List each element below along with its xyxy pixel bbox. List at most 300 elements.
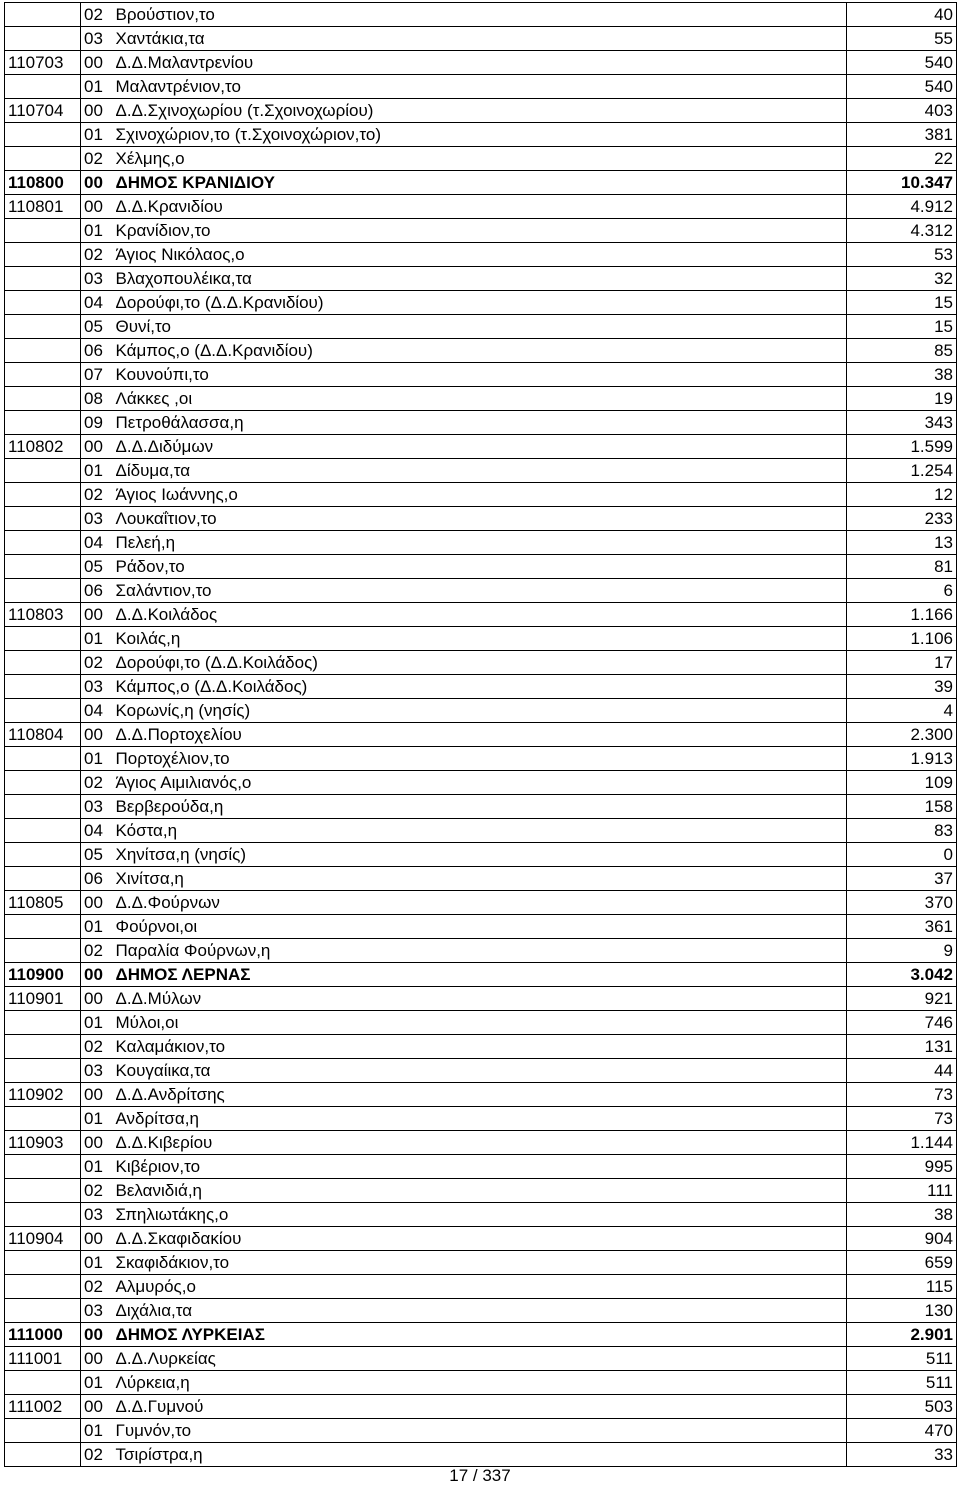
table-row (5, 195, 957, 219)
table-row (5, 627, 957, 651)
sub-code-cell: 00 (81, 987, 113, 1011)
area-code-cell (5, 651, 81, 675)
sub-code-cell: 01 (81, 1011, 113, 1035)
area-code-cell (5, 1299, 81, 1323)
area-code-cell (5, 579, 81, 603)
sub-code-cell: 06 (81, 339, 113, 363)
population-cell: 115 (847, 1275, 957, 1299)
population-cell: 361 (847, 915, 957, 939)
table-row (5, 1299, 957, 1323)
table-row (5, 1323, 957, 1347)
population-cell: 15 (847, 315, 957, 339)
area-code-cell (5, 1107, 81, 1131)
table-row (5, 507, 957, 531)
table-row (5, 99, 957, 123)
area-code-cell (5, 1179, 81, 1203)
sub-code-cell: 02 (81, 1035, 113, 1059)
area-code-cell (5, 699, 81, 723)
area-code-cell: 111001 (5, 1347, 81, 1371)
place-name-cell: Λύρκεια,η (113, 1371, 847, 1395)
table-row (5, 1227, 957, 1251)
place-name-cell: Δ.Δ.Σκαφιδακίου (113, 1227, 847, 1251)
sub-code-cell: 02 (81, 651, 113, 675)
area-code-cell (5, 1035, 81, 1059)
area-code-cell: 110801 (5, 195, 81, 219)
sub-code-cell: 03 (81, 1299, 113, 1323)
sub-code-cell: 06 (81, 579, 113, 603)
population-cell: 0 (847, 843, 957, 867)
place-name-cell: Δ.Δ.Μύλων (113, 987, 847, 1011)
sub-code-cell: 00 (81, 1227, 113, 1251)
sub-code-cell: 03 (81, 267, 113, 291)
table-row (5, 1443, 957, 1467)
place-name-cell: Κουγαίικα,τα (113, 1059, 847, 1083)
population-cell: 343 (847, 411, 957, 435)
table-row (5, 1347, 957, 1371)
population-cell: 2.300 (847, 723, 957, 747)
area-code-cell (5, 315, 81, 339)
population-cell: 81 (847, 555, 957, 579)
table-row (5, 339, 957, 363)
table-row (5, 27, 957, 51)
place-name-cell: Μύλοι,οι (113, 1011, 847, 1035)
sub-code-cell: 02 (81, 1179, 113, 1203)
area-code-cell: 110800 (5, 171, 81, 195)
area-code-cell (5, 483, 81, 507)
table-row (5, 1371, 957, 1395)
sub-code-cell: 01 (81, 1419, 113, 1443)
census-table (4, 2, 957, 1467)
area-code-cell: 111000 (5, 1323, 81, 1347)
sub-code-cell: 00 (81, 51, 113, 75)
table-row (5, 1419, 957, 1443)
area-code-cell (5, 1443, 81, 1467)
place-name-cell: Δορούφι,το (Δ.Δ.Κρανιδίου) (113, 291, 847, 315)
place-name-cell: Σκαφιδάκιον,το (113, 1251, 847, 1275)
area-code-cell: 110900 (5, 963, 81, 987)
table-row (5, 3, 957, 27)
population-cell: 12 (847, 483, 957, 507)
place-name-cell: Δ.Δ.Ανδρίτσης (113, 1083, 847, 1107)
population-cell: 85 (847, 339, 957, 363)
area-code-cell (5, 147, 81, 171)
area-code-cell (5, 1371, 81, 1395)
place-name-cell: Δ.Δ.Φούρνων (113, 891, 847, 915)
area-code-cell (5, 1203, 81, 1227)
place-name-cell: Δορούφι,το (Δ.Δ.Κοιλάδος) (113, 651, 847, 675)
table-row (5, 579, 957, 603)
population-cell: 233 (847, 507, 957, 531)
area-code-cell: 111002 (5, 1395, 81, 1419)
area-code-cell: 110802 (5, 435, 81, 459)
area-code-cell (5, 3, 81, 27)
sub-code-cell: 00 (81, 1347, 113, 1371)
place-name-cell: Δ.Δ.Σχινοχωρίου (τ.Σχοινοχωρίου) (113, 99, 847, 123)
area-code-cell (5, 219, 81, 243)
sub-code-cell: 01 (81, 219, 113, 243)
sub-code-cell: 05 (81, 315, 113, 339)
sub-code-cell: 02 (81, 147, 113, 171)
area-code-cell: 110803 (5, 603, 81, 627)
place-name-cell: Αλμυρός,ο (113, 1275, 847, 1299)
place-name-cell: Βελανιδιά,η (113, 1179, 847, 1203)
table-row (5, 795, 957, 819)
population-cell: 381 (847, 123, 957, 147)
place-name-cell: Δίδυμα,τα (113, 459, 847, 483)
table-row (5, 699, 957, 723)
table-row (5, 915, 957, 939)
area-code-cell (5, 1059, 81, 1083)
area-code-cell (5, 123, 81, 147)
place-name-cell: Θυνί,το (113, 315, 847, 339)
place-name-cell: Δ.Δ.Κιβερίου (113, 1131, 847, 1155)
place-name-cell: Κοιλάς,η (113, 627, 847, 651)
table-row (5, 1395, 957, 1419)
place-name-cell: Δ.Δ.Λυρκείας (113, 1347, 847, 1371)
place-name-cell: Παραλία Φούρνων,η (113, 939, 847, 963)
table-row (5, 243, 957, 267)
place-name-cell: Βλαχοπουλέικα,τα (113, 267, 847, 291)
sub-code-cell: 00 (81, 1395, 113, 1419)
table-row (5, 651, 957, 675)
population-cell: 109 (847, 771, 957, 795)
population-cell: 4.312 (847, 219, 957, 243)
area-code-cell (5, 939, 81, 963)
population-cell: 158 (847, 795, 957, 819)
place-name-cell: Κορωνίς,η (νησίς) (113, 699, 847, 723)
area-code-cell: 110804 (5, 723, 81, 747)
table-row (5, 867, 957, 891)
sub-code-cell: 04 (81, 291, 113, 315)
place-name-cell: Γυμνόν,το (113, 1419, 847, 1443)
area-code-cell: 110805 (5, 891, 81, 915)
table-row (5, 1203, 957, 1227)
table-row (5, 747, 957, 771)
population-cell: 1.144 (847, 1131, 957, 1155)
area-code-cell (5, 675, 81, 699)
sub-code-cell: 00 (81, 1323, 113, 1347)
sub-code-cell: 01 (81, 75, 113, 99)
sub-code-cell: 01 (81, 1155, 113, 1179)
sub-code-cell: 05 (81, 555, 113, 579)
population-cell: 55 (847, 27, 957, 51)
sub-code-cell: 00 (81, 963, 113, 987)
area-code-cell (5, 795, 81, 819)
table-row (5, 963, 957, 987)
sub-code-cell: 00 (81, 891, 113, 915)
place-name-cell: Κιβέριον,το (113, 1155, 847, 1179)
population-cell: 40 (847, 3, 957, 27)
area-code-cell (5, 291, 81, 315)
sub-code-cell: 04 (81, 819, 113, 843)
population-cell: 38 (847, 363, 957, 387)
population-cell: 6 (847, 579, 957, 603)
area-code-cell (5, 531, 81, 555)
place-name-cell: Δ.Δ.Διδύμων (113, 435, 847, 459)
population-cell: 1.106 (847, 627, 957, 651)
table-row (5, 1011, 957, 1035)
place-name-cell: Χινίτσα,η (113, 867, 847, 891)
area-code-cell (5, 1275, 81, 1299)
population-cell: 83 (847, 819, 957, 843)
area-code-cell (5, 1011, 81, 1035)
area-code-cell: 110904 (5, 1227, 81, 1251)
population-cell: 1.913 (847, 747, 957, 771)
area-code-cell (5, 507, 81, 531)
place-name-cell: Άγιος Αιμιλιανός,ο (113, 771, 847, 795)
table-row (5, 843, 957, 867)
place-name-cell: Κουνούπι,το (113, 363, 847, 387)
population-cell: 904 (847, 1227, 957, 1251)
place-name-cell: ΔΗΜΟΣ ΛΥΡΚΕΙΑΣ (113, 1323, 847, 1347)
population-cell: 995 (847, 1155, 957, 1179)
sub-code-cell: 00 (81, 603, 113, 627)
place-name-cell: Σπηλιωτάκης,ο (113, 1203, 847, 1227)
sub-code-cell: 02 (81, 771, 113, 795)
place-name-cell: Φούρνοι,οι (113, 915, 847, 939)
sub-code-cell: 01 (81, 915, 113, 939)
table-row (5, 1107, 957, 1131)
area-code-cell (5, 267, 81, 291)
area-code-cell (5, 1155, 81, 1179)
sub-code-cell: 01 (81, 459, 113, 483)
table-row (5, 219, 957, 243)
place-name-cell: Ράδον,το (113, 555, 847, 579)
population-cell: 370 (847, 891, 957, 915)
place-name-cell: Δ.Δ.Μαλαντρενίου (113, 51, 847, 75)
place-name-cell: Άγιος Νικόλαος,ο (113, 243, 847, 267)
census-table-body (5, 3, 957, 1467)
place-name-cell: Πορτοχέλιον,το (113, 747, 847, 771)
sub-code-cell: 02 (81, 1275, 113, 1299)
sub-code-cell: 03 (81, 795, 113, 819)
page-number: 17 / 337 (449, 1466, 511, 1485)
table-row (5, 411, 957, 435)
area-code-cell (5, 459, 81, 483)
area-code-cell (5, 387, 81, 411)
population-cell: 1.166 (847, 603, 957, 627)
place-name-cell: Διχάλια,τα (113, 1299, 847, 1323)
population-cell: 511 (847, 1371, 957, 1395)
sub-code-cell: 09 (81, 411, 113, 435)
sub-code-cell: 01 (81, 747, 113, 771)
table-row (5, 1179, 957, 1203)
table-row (5, 171, 957, 195)
place-name-cell: Κόστα,η (113, 819, 847, 843)
place-name-cell: Δ.Δ.Κρανιδίου (113, 195, 847, 219)
place-name-cell: Καλαμάκιον,το (113, 1035, 847, 1059)
place-name-cell: Χέλμης,ο (113, 147, 847, 171)
sub-code-cell: 02 (81, 1443, 113, 1467)
area-code-cell: 110901 (5, 987, 81, 1011)
population-cell: 4 (847, 699, 957, 723)
place-name-cell: ΔΗΜΟΣ ΛΕΡΝΑΣ (113, 963, 847, 987)
population-cell: 15 (847, 291, 957, 315)
population-cell: 540 (847, 51, 957, 75)
area-code-cell: 110703 (5, 51, 81, 75)
population-cell: 53 (847, 243, 957, 267)
population-cell: 2.901 (847, 1323, 957, 1347)
population-cell: 659 (847, 1251, 957, 1275)
population-cell: 111 (847, 1179, 957, 1203)
place-name-cell: Χαντάκια,τα (113, 27, 847, 51)
table-row (5, 531, 957, 555)
population-cell: 73 (847, 1107, 957, 1131)
sub-code-cell: 08 (81, 387, 113, 411)
table-row (5, 363, 957, 387)
place-name-cell: Σχινοχώριον,το (τ.Σχοινοχώριον,το) (113, 123, 847, 147)
table-row (5, 1155, 957, 1179)
population-cell: 44 (847, 1059, 957, 1083)
place-name-cell: Ανδρίτσα,η (113, 1107, 847, 1131)
place-name-cell: Βρούστιον,το (113, 3, 847, 27)
sub-code-cell: 02 (81, 483, 113, 507)
area-code-cell (5, 627, 81, 651)
table-row (5, 555, 957, 579)
place-name-cell: Μαλαντρένιον,το (113, 75, 847, 99)
sub-code-cell: 07 (81, 363, 113, 387)
sub-code-cell: 00 (81, 723, 113, 747)
area-code-cell (5, 339, 81, 363)
table-row (5, 1275, 957, 1299)
table-row (5, 987, 957, 1011)
population-cell: 1.254 (847, 459, 957, 483)
population-cell: 22 (847, 147, 957, 171)
population-cell: 130 (847, 1299, 957, 1323)
population-cell: 33 (847, 1443, 957, 1467)
area-code-cell (5, 27, 81, 51)
sub-code-cell: 00 (81, 1131, 113, 1155)
sub-code-cell: 01 (81, 1107, 113, 1131)
sub-code-cell: 01 (81, 627, 113, 651)
population-cell: 19 (847, 387, 957, 411)
area-code-cell (5, 771, 81, 795)
table-row (5, 315, 957, 339)
place-name-cell: Δ.Δ.Γυμνού (113, 1395, 847, 1419)
table-row (5, 1131, 957, 1155)
population-cell: 38 (847, 1203, 957, 1227)
population-cell: 540 (847, 75, 957, 99)
place-name-cell: Σαλάντιον,το (113, 579, 847, 603)
table-row (5, 483, 957, 507)
population-cell: 17 (847, 651, 957, 675)
population-cell: 1.599 (847, 435, 957, 459)
population-cell: 511 (847, 1347, 957, 1371)
population-cell: 921 (847, 987, 957, 1011)
sub-code-cell: 00 (81, 171, 113, 195)
sub-code-cell: 04 (81, 699, 113, 723)
area-code-cell (5, 867, 81, 891)
area-code-cell (5, 1251, 81, 1275)
table-row (5, 147, 957, 171)
population-cell: 403 (847, 99, 957, 123)
sub-code-cell: 01 (81, 1371, 113, 1395)
sub-code-cell: 00 (81, 195, 113, 219)
population-cell: 39 (847, 675, 957, 699)
table-row (5, 771, 957, 795)
population-cell: 9 (847, 939, 957, 963)
table-row (5, 291, 957, 315)
place-name-cell: Κάμπος,ο (Δ.Δ.Κοιλάδος) (113, 675, 847, 699)
place-name-cell: Άγιος Ιωάννης,ο (113, 483, 847, 507)
place-name-cell: Κρανίδιον,το (113, 219, 847, 243)
table-row (5, 435, 957, 459)
table-row (5, 1083, 957, 1107)
table-row (5, 939, 957, 963)
table-row (5, 75, 957, 99)
sub-code-cell: 03 (81, 675, 113, 699)
population-cell: 37 (847, 867, 957, 891)
area-code-cell (5, 819, 81, 843)
sub-code-cell: 01 (81, 123, 113, 147)
sub-code-cell: 05 (81, 843, 113, 867)
population-cell: 32 (847, 267, 957, 291)
sub-code-cell: 00 (81, 1083, 113, 1107)
place-name-cell: Πετροθάλασσα,η (113, 411, 847, 435)
table-row (5, 459, 957, 483)
place-name-cell: Λουκαΐτιον,το (113, 507, 847, 531)
area-code-cell: 110902 (5, 1083, 81, 1107)
sub-code-cell: 03 (81, 1059, 113, 1083)
population-cell: 131 (847, 1035, 957, 1059)
population-cell: 73 (847, 1083, 957, 1107)
place-name-cell: Δ.Δ.Πορτοχελίου (113, 723, 847, 747)
table-row (5, 603, 957, 627)
sub-code-cell: 02 (81, 939, 113, 963)
table-row (5, 123, 957, 147)
table-row (5, 1059, 957, 1083)
sub-code-cell: 04 (81, 531, 113, 555)
table-row (5, 1251, 957, 1275)
population-cell: 746 (847, 1011, 957, 1035)
table-row (5, 819, 957, 843)
sub-code-cell: 01 (81, 1251, 113, 1275)
table-row (5, 891, 957, 915)
table-row (5, 387, 957, 411)
population-cell: 4.912 (847, 195, 957, 219)
area-code-cell (5, 555, 81, 579)
area-code-cell (5, 1419, 81, 1443)
area-code-cell (5, 843, 81, 867)
population-cell: 470 (847, 1419, 957, 1443)
table-row (5, 675, 957, 699)
sub-code-cell: 00 (81, 435, 113, 459)
area-code-cell (5, 243, 81, 267)
area-code-cell: 110704 (5, 99, 81, 123)
table-row (5, 267, 957, 291)
area-code-cell (5, 75, 81, 99)
population-cell: 3.042 (847, 963, 957, 987)
sub-code-cell: 02 (81, 3, 113, 27)
sub-code-cell: 02 (81, 243, 113, 267)
place-name-cell: Πελεή,η (113, 531, 847, 555)
area-code-cell (5, 411, 81, 435)
sub-code-cell: 03 (81, 1203, 113, 1227)
place-name-cell: Κάμπος,ο (Δ.Δ.Κρανιδίου) (113, 339, 847, 363)
table-row (5, 723, 957, 747)
place-name-cell: ΔΗΜΟΣ ΚΡΑΝΙΔΙΟΥ (113, 171, 847, 195)
area-code-cell: 110903 (5, 1131, 81, 1155)
table-row (5, 51, 957, 75)
sub-code-cell: 03 (81, 27, 113, 51)
area-code-cell (5, 363, 81, 387)
table-row (5, 1035, 957, 1059)
sub-code-cell: 06 (81, 867, 113, 891)
place-name-cell: Βερβερούδα,η (113, 795, 847, 819)
population-cell: 503 (847, 1395, 957, 1419)
area-code-cell (5, 915, 81, 939)
place-name-cell: Χηνίτσα,η (νησίς) (113, 843, 847, 867)
